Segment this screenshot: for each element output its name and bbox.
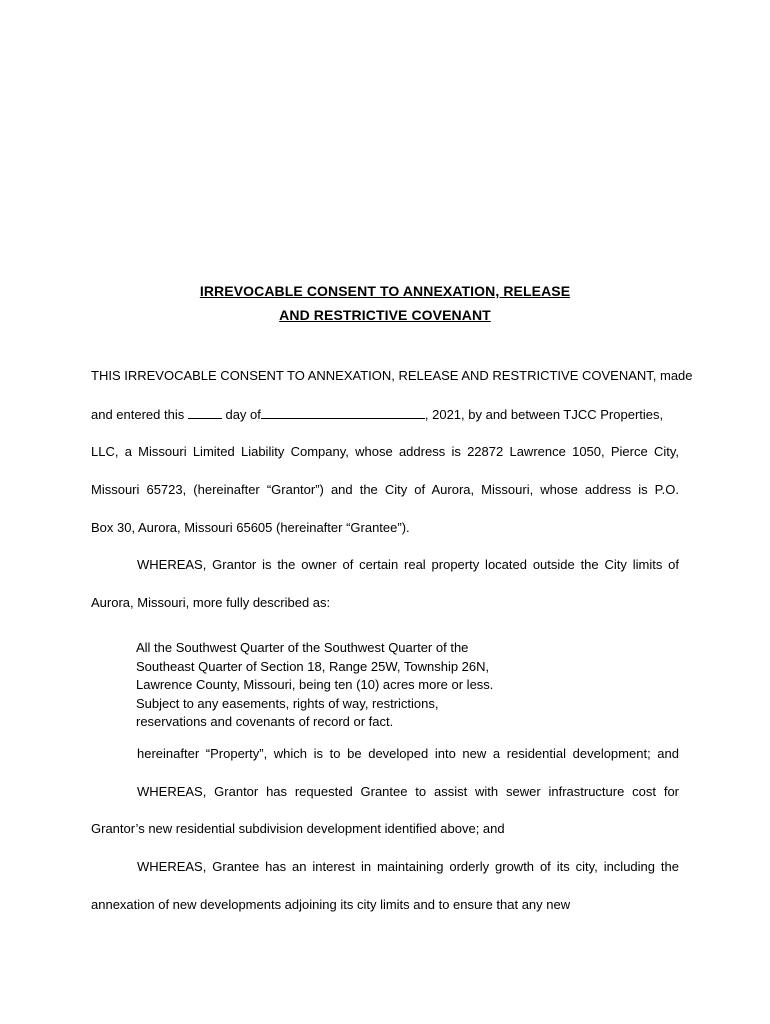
intro-line-3: LLC, a Missouri Limited Liability Company, whose address is 22872 Lawrence 1050, Pierce City,: [91, 444, 679, 459]
legal-description-line-3: Lawrence County, Missouri, being ten (10) acres more or less.: [136, 677, 494, 692]
legal-description-line-5: reservations and covenants of record or fact.: [136, 714, 394, 729]
whereas-3-line-1: WHEREAS, Grantee has an interest in maintaining orderly growth of its city, including the: [137, 859, 679, 874]
intro-line-2-part-b: day of: [221, 407, 261, 422]
after-description-line: hereinafter “Property”, which is to be developed into new a residential development; and: [137, 746, 679, 761]
legal-description-line-2: Southeast Quarter of Section 18, Range 25W, Township 26N,: [136, 658, 490, 674]
intro-line-5: Box 30, Aurora, Missouri 65605 (hereinafter “Grantee”).: [91, 520, 410, 535]
legal-description-line-4: Subject to any easements, rights of way, restrictions,: [136, 695, 439, 711]
whereas-2-line-2: Grantor’s new residential subdivision development identified above; and: [91, 821, 505, 836]
legal-description-line-1: All the Southwest Quarter of the Southwest Quarter of the: [136, 640, 469, 655]
document-title-line-1: IRREVOCABLE CONSENT TO ANNEXATION, RELEASE: [199, 283, 571, 299]
document-title-line-2: AND RESTRICTIVE COVENANT: [279, 307, 491, 323]
intro-line-2: [91, 406, 679, 423]
intro-line-4: Missouri 65723, (hereinafter “Grantor”) and the City of Aurora, Missouri, whose address is P.O.: [91, 482, 679, 497]
whereas-1-line-2: Aurora, Missouri, more fully described as:: [91, 595, 331, 610]
whereas-3-line-2: annexation of new developments adjoining its city limits and to ensure that any new: [91, 897, 571, 912]
day-blank[interactable]: [188, 406, 222, 419]
intro-line-2-part-c: , 2021, by and between TJCC Properties,: [424, 407, 664, 422]
month-blank[interactable]: [261, 406, 425, 419]
intro-line-1: THIS IRREVOCABLE CONSENT TO ANNEXATION, RELEASE AND RESTRICTIVE COVENANT, made: [91, 368, 693, 383]
intro-line-2-part-a: and entered this: [91, 407, 188, 422]
whereas-1-line-1: WHEREAS, Grantor is the owner of certain real property located outside the City limits of: [137, 557, 679, 572]
whereas-2-line-1: WHEREAS, Grantor has requested Grantee to assist with sewer infrastructure cost for: [137, 784, 679, 799]
